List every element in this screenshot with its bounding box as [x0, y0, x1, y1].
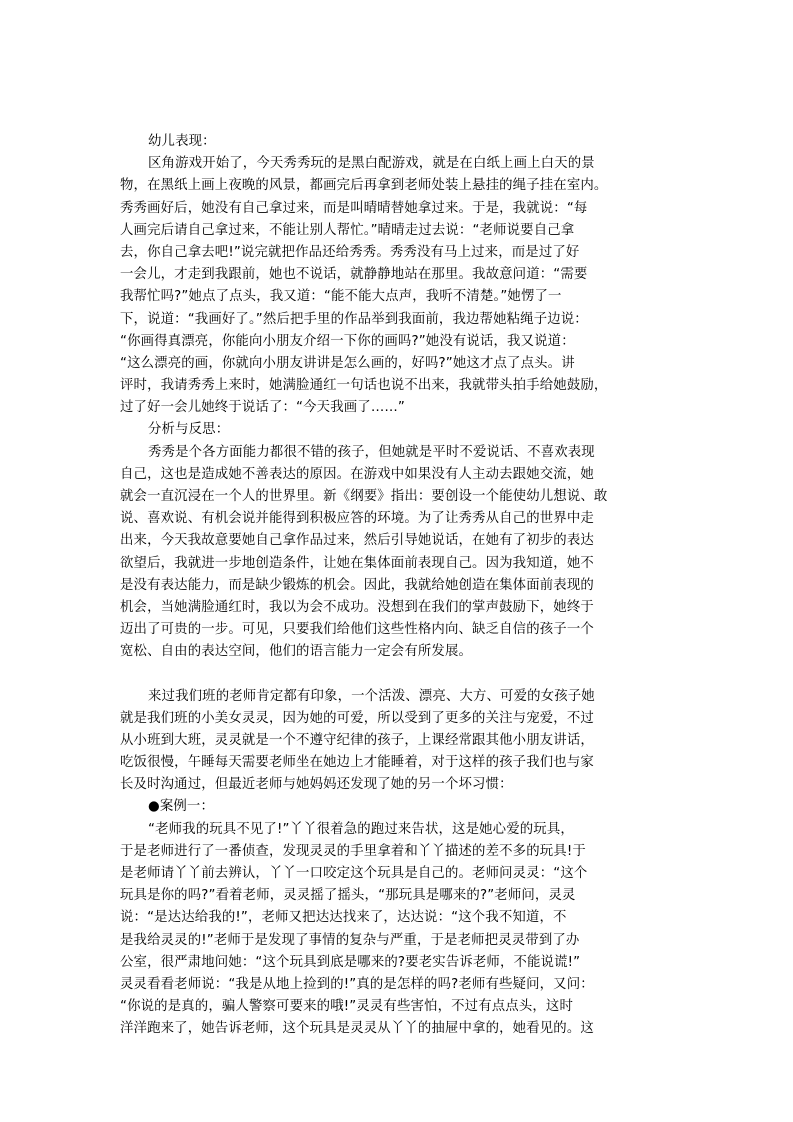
text-line: “你说的是真的，骗人警察可要来的哦!”灵灵有些害怕，不过有点点头，这时 [120, 999, 573, 1015]
text-line: 玩具是你的吗?”看着老师，灵灵摇了摇头，“那玩具是哪来的?”老师问，灵灵 [120, 888, 576, 904]
text-line: 是老师请丫丫前去辨认，丫丫一口咬定这个玩具是自己的。老师问灵灵：“这个 [120, 866, 588, 881]
text-line: 机会，当她满脸通红时，我以为会不成功。没想到在我们的掌声鼓励下，她终于 [120, 599, 594, 615]
paragraph-introduction [120, 686, 676, 797]
text-line: 欲望后，我就进一步地创造条件，让她在集体面前表现自己。因为我知道，她不 [120, 555, 594, 571]
text-line: “老师我的玩具不见了!”丫丫很着急的跑过来告状，这是她心爱的玩具， [148, 821, 574, 837]
text-line: 是我给灵灵的!”老师于是发现了事情的复杂与严重，于是老师把灵灵带到了办 [120, 932, 580, 948]
text-line: 区角游戏开始了，今天秀秀玩的是黑白配游戏，就是在白纸上画上白天的景 [148, 156, 595, 172]
text-line: 迈出了可贵的一步。可见，只要我们给他们这些性格内向、缺乏自信的孩子一个 [120, 622, 594, 638]
text-line: 是没有表达能力，而是缺少锻炼的机会。因此，我就给她创造在集体面前表现的 [120, 577, 594, 593]
text-line: 去，你自己拿去吧!”说完就把作品还给秀秀。秀秀没有马上过来，而是过了好 [120, 244, 580, 260]
text-line: 我帮忙吗?”她点了点头，我又道：“能不能大点声，我听不清楚。”她愣了一 [120, 289, 562, 305]
text-line: 秀秀是个各方面能力都很不错的孩子，但她就是平时不爱说话、不喜欢表现 [148, 444, 595, 460]
section-heading-performance: 幼儿表现： [148, 134, 216, 149]
text-line: 从小班到大班，灵灵就是一个不遵守纪律的孩子，上课经常跟其他小朋友讲话， [120, 732, 594, 748]
section-heading-case-one: ●案例一： [148, 799, 214, 815]
document-page [120, 131, 676, 1041]
text-line: “你画得真漂亮，你能向小朋友介绍一下你的画吗?”她没有说话，我又说道： [120, 333, 575, 349]
text-line: 就会一直沉浸在一个人的世界里。新《纲要》指出：要创设一个能使幼儿想说、敢 [120, 489, 608, 504]
text-line: 洋洋跑来了，她告诉老师，这个玩具是灵灵从丫丫的抽屉中拿的，她看见的。这 [120, 1021, 594, 1037]
text-line: 物，在黑纸上画上夜晚的风景，都画完后再拿到老师处装上悬挂的绳子挂在室内。 [120, 178, 608, 194]
section-heading-analysis: 分析与反思： [148, 422, 230, 438]
text-line: 长及时沟通过，但最近老师与她妈妈还发现了她的另一个坏习惯： [120, 777, 513, 793]
text-line: 一会儿，才走到我跟前，她也不说话，就静静地站在那里。我故意问道：“需要 [120, 267, 588, 283]
paragraph-analysis [120, 442, 676, 664]
text-line: 评时，我请秀秀上来时，她满脸通红一句话也说不出来，我就带头拍手给她鼓励， [120, 378, 608, 394]
text-line: 就是我们班的小美女灵灵，因为她的可爱，所以受到了更多的关注与宠爱，不过 [120, 710, 594, 726]
text-line: 过了好一会儿她终于说话了：“今天我画了……” [120, 400, 405, 416]
text-line: 自己，这也是造成她不善表达的原因。在游戏中如果没有人主动去跟她交流，她 [120, 466, 594, 482]
text-line: 出来，今天我故意要她自己拿作品过来，然后引导她说话，在她有了初步的表达 [120, 533, 594, 549]
text-line: 吃饭很慢，午睡每天需要老师坐在她边上才能睡着，对于这样的孩子我们也与家 [120, 755, 594, 771]
text-line: “这么漂亮的画，你就向小朋友讲讲是怎么画的，好吗?”她这才点了点头。讲 [120, 355, 575, 371]
blank-line [120, 664, 676, 686]
paragraph-performance [120, 153, 676, 419]
text-line: 说、喜欢说、有机会说并能得到积极应答的环境。为了让秀秀从自己的世界中走 [120, 511, 594, 527]
text-line: 来过我们班的老师肯定都有印象，一个活泼、漂亮、大方、可爱的女孩子她 [148, 688, 595, 704]
text-line: 灵灵看看老师说：“我是从地上捡到的!”真的是怎样的吗?老师有些疑问，又问： [120, 976, 594, 992]
text-line: 秀秀画好后，她没有自己拿过来，而是叫晴晴替她拿过来。于是，我就说：“每 [120, 200, 588, 216]
text-line: 于是老师进行了一番侦查，发现灵灵的手里拿着和丫丫描述的差不多的玩具!于 [120, 843, 586, 859]
text-line: 说：“是达达给我的!”，老师又把达达找来了，达达说：“这个我不知道，不 [120, 910, 567, 926]
text-line: 人画完后请自己拿过来，不能让别人帮忙。”晴晴走过去说：“老师说要自己拿 [120, 222, 575, 238]
text-line: 宽松、自由的表达空间，他们的语言能力一定会有所发展。 [120, 644, 473, 660]
text-line: 下，说道：“我画好了。”然后把手里的作品举到我面前，我边帮她粘绳子边说： [120, 311, 588, 327]
paragraph-case-one [120, 819, 676, 1041]
text-line: 公室，很严肃地问她：“这个玩具到底是哪来的?要老实告诉老师，不能说谎!” [120, 954, 581, 970]
